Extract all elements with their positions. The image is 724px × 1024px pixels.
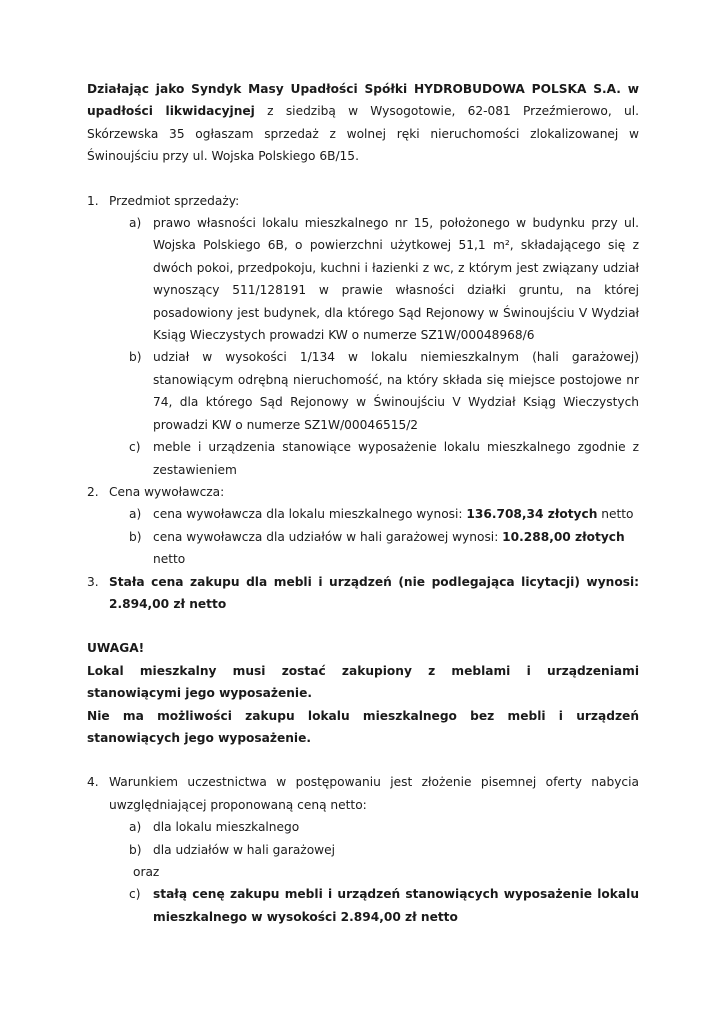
item-number: 1.: [87, 193, 99, 208]
warning-line-2: Nie ma możliwości zakupu lokalu mieszkalnego bez mebli i urządzeń stanowiących jego wyposażenie.: [87, 708, 639, 745]
intro-rest: z siedzibą w Wysogotowie, 62-081 Przeźmierowo, ul. Skórzewska 35 ogłaszam sprzedaż z wolnej ręki nieruchomości zlokalizowanej w Świnoujściu przy ul. Wojska Polskiego 6B/15.: [87, 104, 639, 164]
document-page: [87, 78, 639, 928]
price-suffix: netto: [597, 507, 634, 522]
intro-paragraph: [87, 78, 639, 168]
price-suffix: netto: [153, 552, 186, 567]
sub-letter: c): [129, 440, 141, 455]
price-amount: 10.288,00 złotych: [502, 529, 625, 544]
oraz-text: oraz: [133, 865, 160, 879]
sub-item-4a: [129, 816, 639, 838]
sub-letter: c): [129, 887, 141, 902]
sub-letter: b): [129, 350, 142, 365]
sub-text: udział w wysokości 1/134 w lokalu niemieszkalnym (hali garażowej) stanowiącym odrębną nieruchomość, na który składa się miejsce postojowe nr 74, dla którego Sąd Rejonowy w Świnoujściu V Wydział Ksiąg Wieczystych prowadzi KW o numerze SZ1W/00046515/2: [153, 350, 639, 432]
sub-item-1c: [129, 436, 639, 481]
list-item-4: [87, 771, 639, 816]
item-title: Przedmiot sprzedaży:: [109, 193, 240, 208]
sub-text: stałą cenę zakupu mebli i urządzeń stanowiących wyposażenie lokalu mieszkalnego w wysokości 2.894,00 zł netto: [153, 887, 639, 924]
sub-item-2a: [129, 503, 639, 525]
warning-title: UWAGA!: [87, 641, 145, 656]
sub-item-4b: [129, 839, 639, 861]
sub-item-4c: [129, 883, 639, 928]
list-item-2: [87, 481, 639, 503]
item-text: Warunkiem uczestnictwa w postępowaniu jest złożenie pisemnej oferty nabycia uwzględniającej proponowaną ceną netto:: [109, 775, 639, 812]
sub-text: prawo własności lokalu mieszkalnego nr 15, położonego w budynku przy ul. Wojska Polskiego 6B, o powierzchni użytkowej 51,1 m², składającego się z dwóch pokoi, przedpokoju, kuchni i łazienki z wc, z którym jest związany udział wynoszący 511/128191 w prawie własności działki gruntu, na której posadowiony jest budynek, dla którego Sąd Rejonowy w Świnoujściu V Wydział Ksiąg Wieczystych prowadzi KW o numerze SZ1W/00048968/6: [153, 216, 639, 343]
sub-letter: b): [129, 529, 142, 544]
sub-letter: a): [129, 507, 142, 522]
sub-text: [153, 526, 639, 571]
sub-item-1b: [129, 346, 639, 436]
item-number: 4.: [87, 775, 99, 790]
item-text: Stała cena zakupu dla mebli i urządzeń (nie podlegająca licytacji) wynosi: 2.894,00 zł netto: [109, 574, 639, 611]
sub-text: dla udziałów w hali garażowej: [153, 842, 336, 857]
price-label: cena wywoławcza dla udziałów w hali garażowej wynosi:: [153, 529, 503, 544]
warning-line-1: Lokal mieszkalny musi zostać zakupiony z meblami i urządzeniami stanowiącymi jego wyposażenie.: [87, 663, 639, 701]
sub-text: [153, 503, 639, 525]
item-number: 2.: [87, 484, 99, 499]
sub-letter: a): [129, 216, 142, 231]
item-number: 3.: [87, 574, 99, 589]
list-item-3: [87, 571, 639, 616]
sub-item-2b: [129, 526, 639, 571]
price-label: cena wywoławcza dla lokalu mieszkalnego wynosi:: [153, 507, 467, 522]
sub-letter: b): [129, 842, 142, 857]
sub-text: meble i urządzenia stanowiące wyposażenie lokalu mieszkalnego zgodnie z zestawieniem: [153, 440, 639, 477]
sub-item-1a: [129, 212, 639, 346]
item-title: Cena wywoławcza:: [109, 484, 225, 499]
price-amount: 136.708,34 złotych: [466, 507, 598, 522]
sub-text: dla lokalu mieszkalnego: [153, 820, 300, 835]
sub-letter: a): [129, 820, 142, 835]
intro-bold: Działając jako Syndyk Masy Upadłości Spółki HYDROBUDOWA POLSKA S.A. w upadłości likwidacyjnej: [87, 82, 639, 119]
list-item-1: [87, 190, 639, 212]
